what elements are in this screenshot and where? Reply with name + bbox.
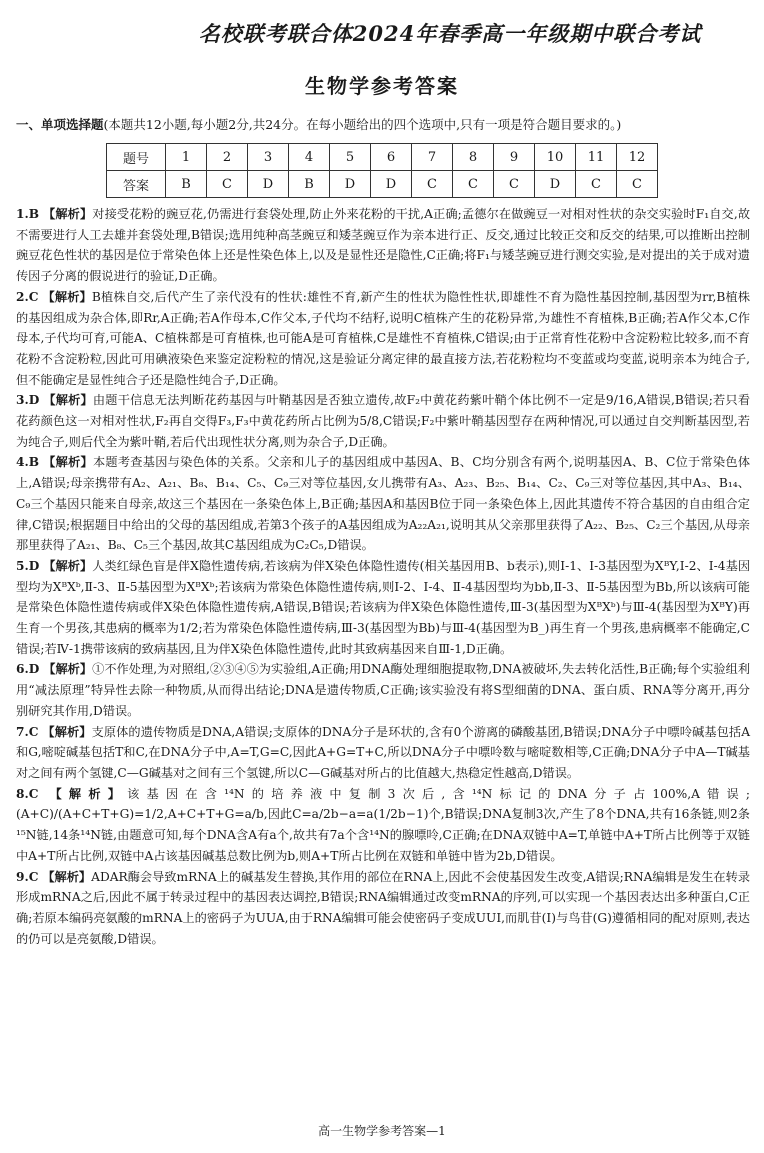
analysis-tag: 【解析】 <box>43 558 93 573</box>
document-title: 生物学参考答案 <box>305 74 459 98</box>
question-number: 9 <box>494 144 535 171</box>
item-text: 该基因在含¹⁴N的培养液中复制3次后,含¹⁴N标记的DNA分子占100%,A错误;(A+C)/(A+C+T+G)=1/2,A+C+T+G=a/b,因此C=a/2b−a=a(1/2b−1)个,B错误;DNA复制3次,产生了8个DNA,共有16条链,则2条¹⁵N链,14条¹⁴N链,由题意可知,每个DNA含A有a个,故共有7a个含¹⁴N的腺嘌呤,C正确;在DNA双链中A=T,单链中A+T所占比例等于双链中A+T所占比例,双链中A占该基因碱基总数比例为b,则A+T所占比例在双链和单链中皆为2b,D错误。 <box>16 786 750 863</box>
question-number: 8 <box>453 144 494 171</box>
analysis-tag: 【解析】 <box>42 724 92 739</box>
answer-header: 答案 <box>107 171 166 198</box>
answer-table <box>106 143 658 198</box>
item-text: ①不作处理,为对照组,②③④⑤为实验组,A正确;用DNA酶处理细胞提取物,DNA被破坏,失去转化活性,B正确;每个实验组利用“减法原理”特异性去除一种物质,从而得出结论;DNA是遗传物质,C正确;该实验没有将S型细菌的DNA、蛋白质、RNA等分离开,再分别研究其作用,D错误。 <box>16 662 751 718</box>
item-number: 6.D <box>16 662 40 677</box>
section-instruction: (本题共12小题,每小题2分,共24分。在每小题给出的四个选项中,只有一项是符合题目要求的。) <box>103 117 622 132</box>
explanation-item <box>16 659 750 721</box>
answer-cell: C <box>617 171 658 198</box>
item-text: ADAR酶会导致mRNA上的碱基发生替换,其作用的部位在RNA上,因此不会使基因发生改变,A错误;RNA编辑是发生在转录形成mRNA之后,因此不属于转录过程中的基因表达调控,B错误;RNA编辑通过改变mRNA的序列,可以实现一个基因表达出多种蛋白,C正确;若原本编码亮氨酸的mRNA上的密码子为UUA,由于RNA编辑可能会使密码子变成UUI,而肌苷(I)与鸟苷(G)遵循相同的配对原则,表达的仍可以是亮氨酸,D错误。 <box>16 869 751 946</box>
item-number: 1.B <box>16 207 40 221</box>
explanations <box>16 204 750 949</box>
item-text: 本题考查基因与染色体的关系。父亲和儿子的基因组成中基因A、B、C均分别含有两个,说明基因A、B、C位于常染色体上,A错误;母亲携带有A₂、A₂₁、B₈、B₁₄、C₅、C₉三对等位基因,女儿携带有A₃、A₂₃、B₂₅、B₁₄、C₂、C₉三对等位基因,其中A₃、B₁₄、C₉三个基因只能来自母亲,故这三个基因在一条染色体上,B正确;基因A和基因B位于同一条染色体上,因此其遗传不符合基因的自由组合定律,C错误;根据题目中给出的父母的基因组成,若第3个孩子的A基因组成为A₂₂A₂₁,说明其从父亲那里获得了A₂₂、B₂₅、C₂三个基因,从母亲那里获得了A₂₁、B₈、C₅三个基因,故其C基因组成为C₂C₅,D错误。 <box>16 455 751 553</box>
answer-cell: C <box>576 171 617 198</box>
answer-cell: D <box>371 171 412 198</box>
section-heading <box>16 116 756 134</box>
item-number: 9.C <box>16 869 39 884</box>
question-number: 7 <box>412 144 453 171</box>
question-number: 12 <box>617 144 658 171</box>
question-number: 5 <box>330 144 371 171</box>
question-number: 10 <box>535 144 576 171</box>
analysis-tag: 【解析】 <box>43 662 93 677</box>
answer-cell: C <box>494 171 535 198</box>
analysis-tag: 【解析】 <box>42 869 92 884</box>
item-text: B植株自交,后代产生了亲代没有的性状:雄性不育,新产生的性状为隐性性状,即雄性不育为隐性基因控制,基因型为rr,B植株的基因组成为杂合体,即Rr,A正确;若A作母本,C作父本,子代均不结籽,说明C植株产生的花粉异常,为雄性不育植株,B正确;若A作父本,C作母本,子代均可育,可能A、C植株都是可育植株,也可能A是可育植株,C是雄性不育植株,C错误;由于正常育性花粉中含淀粉粒比较多,而不育花粉不含淀粉粒,因此可用碘液染色来鉴定淀粉粒的情况,这是验证分离定律的最直接方法,若花粉粒均不变蓝或均变蓝,说明亲本为纯合子,但不能确定是显性纯合子还是隐性纯合子,D正确。 <box>16 289 751 387</box>
explanation-item <box>16 784 750 867</box>
explanation-item <box>16 556 750 660</box>
item-number: 5.D <box>16 558 40 573</box>
item-number: 4.B <box>16 455 40 470</box>
analysis-tag: 【解析】 <box>42 289 92 304</box>
item-text: 由题干信息无法判断花药基因与叶鞘基因是否独立遗传,故F₂中黄花药紫叶鞘个体比例不一定是9/16,A错误,B错误;若只看花药颜色这一对相对性状,F₂再自交得F₃,F₃中黄花药所占比例为5/8,C错误;F₂中紫叶鞘基因型存在两种情况,可以通过自交判断基因型,若为纯合子,则后代全为紫叶鞘,若后代出现性状分离,则为杂合子,D正确。 <box>16 393 751 449</box>
question-number: 11 <box>576 144 617 171</box>
question-number: 3 <box>248 144 289 171</box>
question-number: 2 <box>207 144 248 171</box>
answer-table-number-row <box>107 144 658 171</box>
answer-cell: C <box>453 171 494 198</box>
question-number: 4 <box>289 144 330 171</box>
answer-table-answer-row <box>107 171 658 198</box>
answer-cell: D <box>535 171 576 198</box>
question-number-header: 题号 <box>107 144 166 171</box>
explanation-item <box>16 722 750 784</box>
section-label: 一、单项选择题 <box>16 117 104 132</box>
item-text: 对接受花粉的豌豆花,仍需进行套袋处理,防止外来花粉的干扰,A正确;孟德尔在做豌豆一对相对性状的杂交实验时F₁自交,故不需要进行人工去雄并套袋处理,B错误;选用纯种高茎豌豆和矮茎豌豆作为亲本进行正、反交,通过比较正交和反交的结果,可以推断出控制豌豆花色性状的基因是位于常染色体上还是性染色体上,以及是显性还是隐性,C正确;将F₁与矮茎豌豆进行测交实验,是对提出的关于成对遗传因子分离的假说进行的验证,D正确。 <box>16 207 751 284</box>
answer-cell: D <box>248 171 289 198</box>
analysis-tag: 【解析】 <box>49 786 128 801</box>
answer-cell: C <box>412 171 453 198</box>
answer-cell: B <box>289 171 330 198</box>
explanation-item <box>16 204 750 287</box>
exam-title: 名校联考联合体2024年春季高一年级期中联合考试 <box>198 21 702 46</box>
analysis-tag: 【解析】 <box>43 207 93 221</box>
explanation-item <box>16 867 750 950</box>
explanation-item <box>16 287 750 391</box>
analysis-tag: 【解析】 <box>43 455 93 470</box>
answer-cell: D <box>330 171 371 198</box>
item-text: 支原体的遗传物质是DNA,A错误;支原体的DNA分子是环状的,含有0个游离的磷酸基团,B错误;DNA分子中嘌呤碱基包括A和G,嘧啶碱基包括T和C,在DNA分子中,A=T,G=C,因此A+G=T+C,所以DNA分子中嘌呤数与嘧啶数相等,C正确;DNA分子中A—T碱基对之间有两个氢键,C—G碱基对之间有三个氢键,所以C—G碱基对所占的比值越大,热稳定性越高,D错误。 <box>16 724 751 780</box>
item-number: 2.C <box>16 289 39 304</box>
item-number: 8.C <box>16 786 39 801</box>
item-number: 3.D <box>16 393 40 408</box>
answer-cell: B <box>166 171 207 198</box>
explanation-item <box>16 390 750 452</box>
analysis-tag: 【解析】 <box>43 393 93 408</box>
answer-cell: C <box>207 171 248 198</box>
item-text: 人类红绿色盲是伴X隐性遗传病,若该病为伴X染色体隐性遗传(相关基因用B、b表示),则Ⅰ-1、Ⅰ-3基因型为XᴮY,Ⅰ-2、Ⅰ-4基因型均为XᴮXᵇ,Ⅱ-3、Ⅱ-5基因型为XᴮXᵇ;若该病为常染色体隐性遗传病,则Ⅰ-2、Ⅰ-4、Ⅱ-4基因型均为bb,Ⅱ-3、Ⅱ-5基因型为Bb,所以该病可能是常染色体隐性遗传病或伴X染色体隐性遗传病,A错误,B错误;若该病为伴X染色体隐性遗传,Ⅲ-3(基因型为XᴮXᵇ)与Ⅲ-4(基因型为XᴮY)再生育一个男孩,其患病的概率为1/2;若为常染色体隐性遗传病,Ⅲ-3(基因型为Bb)与Ⅲ-4(基因型为B_)再生育一个男孩,患病概率不能确定,C错误;若Ⅳ-1携带该病的致病基因,且为伴X染色体隐性遗传,此时其致病基因来自Ⅲ-1,D正确。 <box>16 558 751 656</box>
page-footer: 高一生物学参考答案—1 <box>318 1124 446 1138</box>
item-number: 7.C <box>16 724 39 739</box>
question-number: 6 <box>371 144 412 171</box>
explanation-item <box>16 452 750 556</box>
question-number: 1 <box>166 144 207 171</box>
